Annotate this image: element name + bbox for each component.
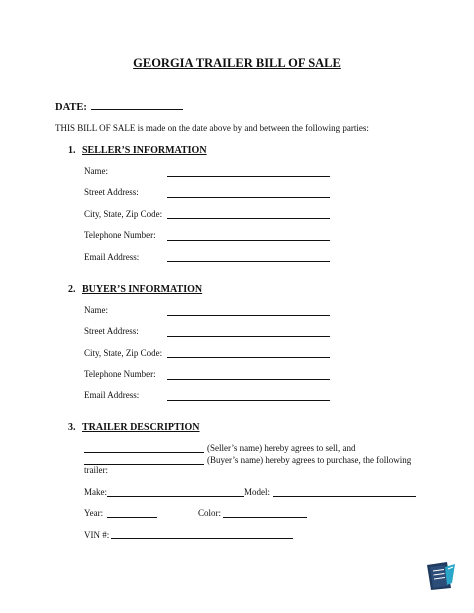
seller-email-field[interactable]: [167, 261, 330, 262]
seller-city-label: City, State, Zip Code:: [84, 209, 163, 219]
seller-agrees-text: (Seller’s name) hereby agrees to sell, and: [207, 443, 356, 453]
year-label: Year:: [84, 508, 104, 518]
seller-name-label: Name:: [84, 166, 108, 176]
date-row: [55, 100, 183, 113]
buyer-email-field[interactable]: [167, 400, 330, 401]
seller-city-field[interactable]: [167, 218, 330, 219]
section-buyer-heading: 2. BUYER’S INFORMATION: [68, 284, 203, 295]
seller-name-field[interactable]: [167, 176, 330, 177]
buyer-name-label: Name:: [84, 305, 108, 315]
buyer-city-field[interactable]: [167, 357, 330, 358]
year-field[interactable]: [107, 517, 157, 518]
buyer-street-label: Street Address:: [84, 326, 139, 336]
seller-street-field[interactable]: [167, 197, 330, 198]
buyer-name-field[interactable]: [167, 315, 330, 316]
buyer-agrees-text: (Buyer’s name) hereby agrees to purchase, the following: [207, 455, 412, 465]
model-field[interactable]: [273, 496, 416, 497]
buyer-email-label: Email Address:: [84, 390, 140, 400]
date-label: DATE:: [55, 102, 87, 113]
document-title: GEORGIA TRAILER BILL OF SALE: [133, 56, 341, 70]
section-trailer-heading: 3. TRAILER DESCRIPTION: [68, 422, 200, 433]
document-logo-icon: [425, 561, 457, 591]
color-field[interactable]: [223, 517, 307, 518]
make-field[interactable]: [107, 496, 244, 497]
buyer-city-label: City, State, Zip Code:: [84, 348, 163, 358]
section-seller-heading: 1. SELLER’S INFORMATION: [68, 145, 207, 156]
color-label: Color:: [198, 508, 222, 518]
buyer-street-field[interactable]: [167, 336, 330, 337]
vin-field[interactable]: [111, 538, 293, 539]
seller-phone-field[interactable]: [167, 240, 330, 241]
seller-email-label: Email Address:: [84, 252, 140, 262]
buyer-phone-label: Telephone Number:: [84, 369, 156, 379]
trailer-word: trailer:: [84, 465, 108, 475]
model-label: Model:: [244, 487, 270, 497]
make-label: Make:: [84, 487, 107, 497]
vin-label: VIN #:: [84, 530, 110, 540]
seller-name-blank[interactable]: [84, 452, 204, 453]
seller-street-label: Street Address:: [84, 187, 139, 197]
date-blank[interactable]: [91, 100, 183, 110]
buyer-phone-field[interactable]: [167, 379, 330, 380]
seller-phone-label: Telephone Number:: [84, 230, 156, 240]
intro-text: THIS BILL OF SALE is made on the date above by and between the following parties:: [55, 123, 369, 133]
